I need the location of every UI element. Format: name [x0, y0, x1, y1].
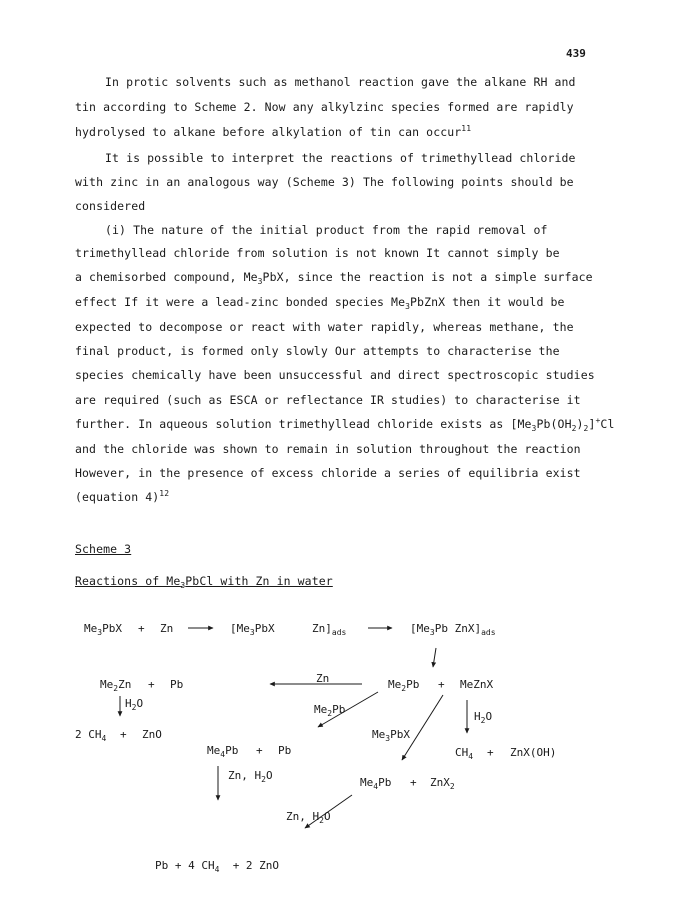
body-line: However, in the presence of excess chloride a series of equilibria exist: [75, 466, 581, 480]
body-line: In protic solvents such as methanol reaction gave the alkane RH and: [105, 75, 576, 89]
body-line: trimethyllead chloride from solution is not known It cannot simply be: [75, 246, 560, 260]
plus-sign: +: [256, 744, 263, 757]
species-zn: Zn: [160, 622, 174, 635]
species-me4pb: $Me_4Pb$: [207, 744, 239, 759]
plus-sign: +: [138, 622, 145, 635]
body-line: It is possible to interpret the reactions of trimethyllead chloride: [105, 151, 576, 165]
body-line: (equation 4)$^{12}$: [75, 489, 170, 504]
body-line: hydrolysed to alkane before alkylation of tin can occur$^{11}$: [75, 124, 472, 139]
scheme-heading: Scheme 3: [75, 542, 132, 556]
arrow-down-1: [433, 648, 436, 667]
body-line: and the chloride was shown to remain in solution throughout the reaction: [75, 442, 581, 456]
body-line: expected to decompose or react with water rapidly, whereas methane, the: [75, 320, 574, 334]
reagent-h2o: $H_2O$: [125, 697, 144, 712]
species-ch4: $CH_4$: [455, 746, 474, 761]
species-zn-ads: $Zn]_{ads}$: [312, 622, 347, 637]
plus-sign: +: [148, 678, 155, 691]
plus-sign: +: [487, 746, 494, 759]
body-line: with zinc in an analogous way (Scheme 3) The following points should be: [75, 175, 574, 189]
reagent-zn-h2o: Zn, $H_2O$: [228, 769, 273, 784]
species-me3pbx: $Me_3PbX$: [84, 622, 122, 637]
species-me2zn: $Me_2Zn$: [100, 678, 132, 693]
body-line: final product, is formed only slowly Our attempts to characterise the: [75, 344, 560, 358]
species-adsorbed-complex: [$Me_3PbX$: [230, 622, 275, 637]
plus-sign: +: [120, 728, 127, 741]
species-znx2: ZnX$_2$: [430, 776, 455, 791]
species-meznx: MeZnX: [460, 678, 494, 691]
body-line: are required (such as ESCA or reflectance IR studies) to characterise it: [75, 393, 581, 407]
species-2ch4: 2 $CH_4$: [75, 728, 107, 743]
plus-sign: +: [410, 776, 417, 789]
body-line: a chemisorbed compound, $Me_3PbX$, since the reaction is not a simple surface: [75, 270, 593, 286]
species-pb: Pb: [278, 744, 292, 757]
reagent-zn-h2o: Zn, $H_2O$: [286, 810, 331, 825]
species-final-products: Pb + 4 $CH_4 + 2$ ZnO: [155, 859, 280, 874]
body-line: tin according to Scheme 2. Now any alkylzinc species formed are rapidly: [75, 100, 574, 114]
species-me3pbznx: [$Me_3Pb$ $ZnX]_{ads}$: [410, 622, 496, 637]
arrow-label-me3pbx: $Me_3PbX$: [372, 728, 410, 743]
plus-sign: +: [438, 678, 445, 691]
species-me4pb: $Me_4Pb$: [360, 776, 392, 791]
species-znx-oh: ZnX(OH): [510, 746, 557, 759]
body-line: further. In aqueous solution trimethyllead chloride exists as $[Me_3Pb(OH_2)_2]^+Cl$: [75, 416, 615, 433]
body-line: species chemically have been unsuccessful and direct spectroscopic studies: [75, 368, 595, 382]
arrow-label-zn: Zn: [316, 672, 330, 685]
body-line: effect If it were a lead-zinc bonded species $Me_3PbZnX$ then it would be: [75, 295, 565, 311]
body-line: (i) The nature of the initial product from the rapid removal of: [105, 223, 548, 237]
species-me2pb: $Me_2Pb$: [388, 678, 420, 693]
reagent-h2o: $H_2O$: [474, 710, 493, 725]
species-zno: ZnO: [142, 728, 162, 741]
page-number: 439: [566, 47, 586, 60]
scheme-title: Reactions of $Me_3PbCl$ with Zn in water: [75, 574, 333, 590]
arrow-label-me2pb: $Me_2Pb$: [314, 703, 346, 718]
body-line: considered: [75, 199, 146, 213]
species-pb: Pb: [170, 678, 184, 691]
